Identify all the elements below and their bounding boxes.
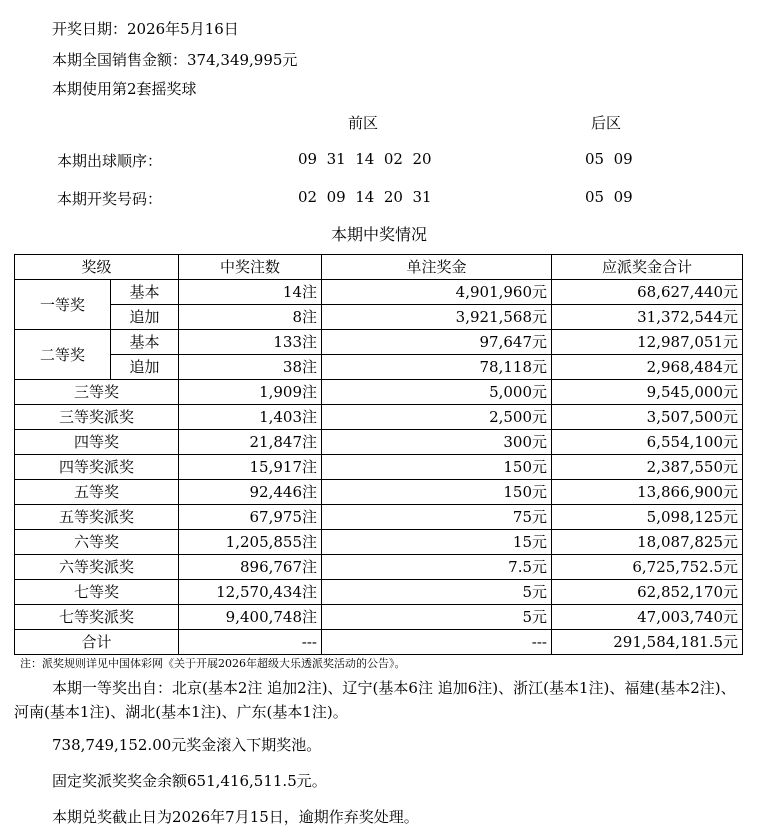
table-row: [15, 355, 743, 380]
total-prize: 9,545,000元: [552, 380, 743, 405]
prize-level: 五等奖: [15, 480, 179, 505]
unit-prize: 75元: [322, 505, 552, 530]
win-count: 12,570,434注: [179, 580, 322, 605]
win-count: 15,917注: [179, 455, 322, 480]
sum-total: 291,584,181.5元: [552, 630, 743, 655]
unit-prize: 4,901,960元: [322, 280, 552, 305]
sum-count: ---: [179, 630, 322, 655]
prize-level: 六等奖派奖: [15, 555, 179, 580]
rollover-text: 738,749,152.00元奖金滚入下期奖池。: [52, 736, 322, 754]
total-prize: 2,968,484元: [552, 355, 743, 380]
table-row: [15, 555, 743, 580]
table-row: [15, 280, 743, 305]
table-row: [15, 605, 743, 630]
sum-prize: ---: [322, 630, 552, 655]
sum-label: 合计: [15, 630, 179, 655]
unit-prize: 150元: [322, 480, 552, 505]
sales-amount: 本期全国销售金额：374,349,995元: [52, 51, 298, 69]
order-front-numbers: 09 31 14 02 20: [298, 150, 432, 168]
total-prize: 5,098,125元: [552, 505, 743, 530]
unit-prize: 7.5元: [322, 555, 552, 580]
prize-level: 四等奖派奖: [15, 455, 179, 480]
unit-prize: 78,118元: [322, 355, 552, 380]
table-row: [15, 480, 743, 505]
prize-level: 三等奖: [15, 380, 179, 405]
win-count: 1,909注: [179, 380, 322, 405]
win-count: 38注: [179, 355, 322, 380]
table-row: [15, 505, 743, 530]
deadline-text: 本期兑奖截止日为2026年7月15日，逾期作弃奖处理。: [52, 808, 419, 826]
win-count: 1,205,855注: [179, 530, 322, 555]
total-prize: 13,866,900元: [552, 480, 743, 505]
draw-date: 开奖日期：2026年5月16日: [52, 20, 239, 38]
table-row: [15, 430, 743, 455]
header-total: 应派奖金合计: [552, 255, 743, 280]
order-back-numbers: 05 09: [585, 150, 633, 168]
total-prize: 18,087,825元: [552, 530, 743, 555]
unit-prize: 5元: [322, 605, 552, 630]
win-count: 896,767注: [179, 555, 322, 580]
win-count: 1,403注: [179, 405, 322, 430]
sub-level: 追加: [111, 355, 179, 380]
unit-prize: 2,500元: [322, 405, 552, 430]
win-count: 92,446注: [179, 480, 322, 505]
prize-level: 五等奖派奖: [15, 505, 179, 530]
table-row: [15, 380, 743, 405]
unit-prize: 150元: [322, 455, 552, 480]
prize-level: 七等奖派奖: [15, 605, 179, 630]
sub-level: 基本: [111, 280, 179, 305]
table-header-row: [15, 255, 743, 280]
unit-prize: 300元: [322, 430, 552, 455]
footnote: 注：派奖规则详见中国体彩网《关于开展2026年超级大乐透派奖活动的公告》。: [20, 657, 406, 670]
prize-table: [14, 254, 743, 655]
prize-level: 三等奖派奖: [15, 405, 179, 430]
unit-prize: 5,000元: [322, 380, 552, 405]
total-prize: 2,387,550元: [552, 455, 743, 480]
total-prize: 31,372,544元: [552, 305, 743, 330]
table-row: [15, 305, 743, 330]
unit-prize: 97,647元: [322, 330, 552, 355]
winning-back-numbers: 05 09: [585, 188, 633, 206]
prize-level: 七等奖: [15, 580, 179, 605]
sub-level: 基本: [111, 330, 179, 355]
order-label: 本期出球顺序：: [57, 152, 163, 170]
prize-level: 六等奖: [15, 530, 179, 555]
sub-level: 追加: [111, 305, 179, 330]
total-prize: 47,003,740元: [552, 605, 743, 630]
winning-front-numbers: 02 09 14 20 31: [298, 188, 432, 206]
second-prize-label: 二等奖: [15, 330, 111, 380]
win-count: 8注: [179, 305, 322, 330]
unit-prize: 15元: [322, 530, 552, 555]
win-count: 133注: [179, 330, 322, 355]
win-count: 21,847注: [179, 430, 322, 455]
win-count: 9,400,748注: [179, 605, 322, 630]
total-prize: 12,987,051元: [552, 330, 743, 355]
numbers-label: 本期开奖号码：: [57, 190, 163, 208]
first-prize-winners: 本期一等奖出自：北京(基本2注 追加2注)、辽宁(基本6注 追加6注)、浙江(基本1注)、福建(基本2注)、河南(基本1注)、湖北(基本1注)、广东(基本1注)。: [14, 679, 736, 721]
front-zone-header: 前区: [348, 114, 379, 132]
ball-set: 本期使用第2套摇奖球: [52, 80, 197, 98]
win-count: 14注: [179, 280, 322, 305]
total-prize: 68,627,440元: [552, 280, 743, 305]
table-row: [15, 530, 743, 555]
table-row: [15, 580, 743, 605]
table-row: [15, 455, 743, 480]
table-row: [15, 330, 743, 355]
total-prize: 6,554,100元: [552, 430, 743, 455]
total-prize: 3,507,500元: [552, 405, 743, 430]
first-prize-label: 一等奖: [15, 280, 111, 330]
table-title: 本期中奖情况: [330, 225, 427, 244]
table-row: [15, 405, 743, 430]
header-level: 奖级: [15, 255, 179, 280]
header-prize: 单注奖金: [322, 255, 552, 280]
unit-prize: 3,921,568元: [322, 305, 552, 330]
win-count: 67,975注: [179, 505, 322, 530]
header-count: 中奖注数: [179, 255, 322, 280]
total-prize: 6,725,752.5元: [552, 555, 743, 580]
back-zone-header: 后区: [591, 114, 622, 132]
sum-row: [15, 630, 743, 655]
pool-balance-text: 固定奖派奖奖金余额651,416,511.5元。: [52, 772, 327, 790]
prize-level: 四等奖: [15, 430, 179, 455]
unit-prize: 5元: [322, 580, 552, 605]
total-prize: 62,852,170元: [552, 580, 743, 605]
